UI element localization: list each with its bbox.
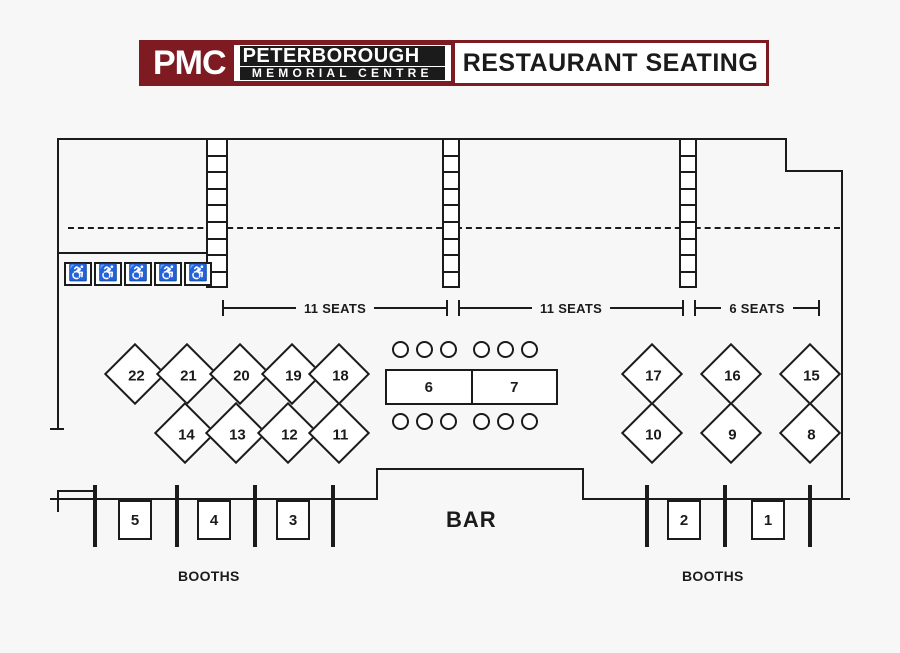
table-number: 11 <box>332 425 349 443</box>
center-chairs-bottom <box>392 413 545 430</box>
logo-line-1: PETERBOROUGH <box>240 46 445 66</box>
table-10[interactable] <box>621 402 683 464</box>
booth-4[interactable]: 4 <box>197 500 231 540</box>
chair <box>392 413 409 430</box>
table-6[interactable]: 6 <box>387 371 473 403</box>
table-9[interactable] <box>700 402 762 464</box>
dimension-label: 11 SEATS <box>303 300 367 316</box>
table-number: 20 <box>233 366 250 384</box>
table-8[interactable] <box>779 402 841 464</box>
wheelchair-icon: ♿ <box>154 262 182 286</box>
table-number: 22 <box>128 366 145 384</box>
bar-label: BAR <box>446 507 497 532</box>
table-number: 8 <box>807 425 816 443</box>
table-number: 19 <box>285 366 302 384</box>
dimension-seats-1 <box>222 297 448 319</box>
table-number: 10 <box>645 425 662 443</box>
logo-wordmark <box>234 45 451 81</box>
wheelchair-icon: ♿ <box>184 262 212 286</box>
dimension-label: 11 SEATS <box>539 300 603 316</box>
booth-left-end-wall <box>57 490 95 492</box>
dimension-seats-2 <box>458 297 684 319</box>
booth-5[interactable]: 5 <box>118 500 152 540</box>
chair <box>497 413 514 430</box>
table-number: 15 <box>803 366 820 384</box>
table-18[interactable] <box>308 343 370 405</box>
table-number: 12 <box>281 425 298 443</box>
accessible-seat-row <box>64 262 214 286</box>
dimension-bar <box>224 307 296 309</box>
table-16[interactable] <box>700 343 762 405</box>
booth-3[interactable]: 3 <box>276 500 310 540</box>
table-17[interactable] <box>621 343 683 405</box>
wheelchair-icon: ♿ <box>94 262 122 286</box>
dimension-bar <box>696 307 721 309</box>
page-title-text: RESTAURANT SEATING <box>462 48 759 77</box>
dimension-cap <box>446 300 448 316</box>
dimension-seats-3 <box>694 297 820 319</box>
booth-1[interactable]: 1 <box>751 500 785 540</box>
chair <box>416 341 433 358</box>
wheelchair-icon: ♿ <box>124 262 152 286</box>
booth-left-end-wall-v <box>57 490 59 512</box>
booths-left-label: BOOTHS <box>178 568 240 584</box>
pmc-logo <box>139 40 455 86</box>
chair <box>392 341 409 358</box>
chair <box>473 341 490 358</box>
chair <box>521 413 538 430</box>
table-number: 17 <box>645 366 662 384</box>
table-number: 21 <box>180 366 197 384</box>
counter-ladder-middle <box>442 138 460 288</box>
wall-top-right-step-v <box>785 138 787 172</box>
booth-divider <box>331 485 335 547</box>
wall-left-tick <box>50 428 64 430</box>
chair <box>521 341 538 358</box>
dimension-label: 6 SEATS <box>729 300 785 316</box>
booth-divider <box>808 485 812 547</box>
table-7[interactable]: 7 <box>510 378 519 396</box>
chair <box>440 341 457 358</box>
center-chairs-top <box>392 341 545 358</box>
wall-left <box>57 138 59 430</box>
booth-divider <box>175 485 179 547</box>
logo-mark: PMC <box>153 44 226 82</box>
table-11[interactable] <box>308 402 370 464</box>
table-15[interactable] <box>779 343 841 405</box>
chair <box>473 413 490 430</box>
center-long-table[interactable] <box>385 369 558 405</box>
dimension-bar <box>793 307 818 309</box>
booth-2[interactable]: 2 <box>667 500 701 540</box>
table-number: 13 <box>229 425 246 443</box>
chair <box>416 413 433 430</box>
counter-ladder-right <box>679 138 697 288</box>
booth-divider <box>253 485 257 547</box>
wall-right <box>841 170 843 500</box>
dimension-bar <box>610 307 682 309</box>
header-banner <box>139 40 769 86</box>
wall-top-right-step-h <box>785 170 843 172</box>
wheelchair-icon: ♿ <box>64 262 92 286</box>
booth-divider <box>93 485 97 547</box>
dimension-cap <box>682 300 684 316</box>
chair <box>440 413 457 430</box>
chair <box>497 341 514 358</box>
logo-line-2: MEMORIAL CENTRE <box>240 67 445 80</box>
bar-left-wall <box>376 468 378 500</box>
table-number: 18 <box>332 366 349 384</box>
table-number: 16 <box>724 366 741 384</box>
bar-right-wall <box>582 468 584 500</box>
booth-divider <box>645 485 649 547</box>
booth-divider <box>723 485 727 547</box>
wall-interior-ledge <box>57 252 209 254</box>
chair-gap <box>464 413 473 430</box>
table-number: 14 <box>178 425 195 443</box>
bar-front-wall <box>376 468 584 470</box>
dimension-bar <box>374 307 446 309</box>
table-number: 9 <box>728 425 737 443</box>
dimension-bar <box>460 307 532 309</box>
wall-top <box>57 138 787 140</box>
dimension-cap <box>818 300 820 316</box>
booths-right-label: BOOTHS <box>682 568 744 584</box>
page-title <box>455 40 769 86</box>
chair-gap <box>464 341 473 358</box>
